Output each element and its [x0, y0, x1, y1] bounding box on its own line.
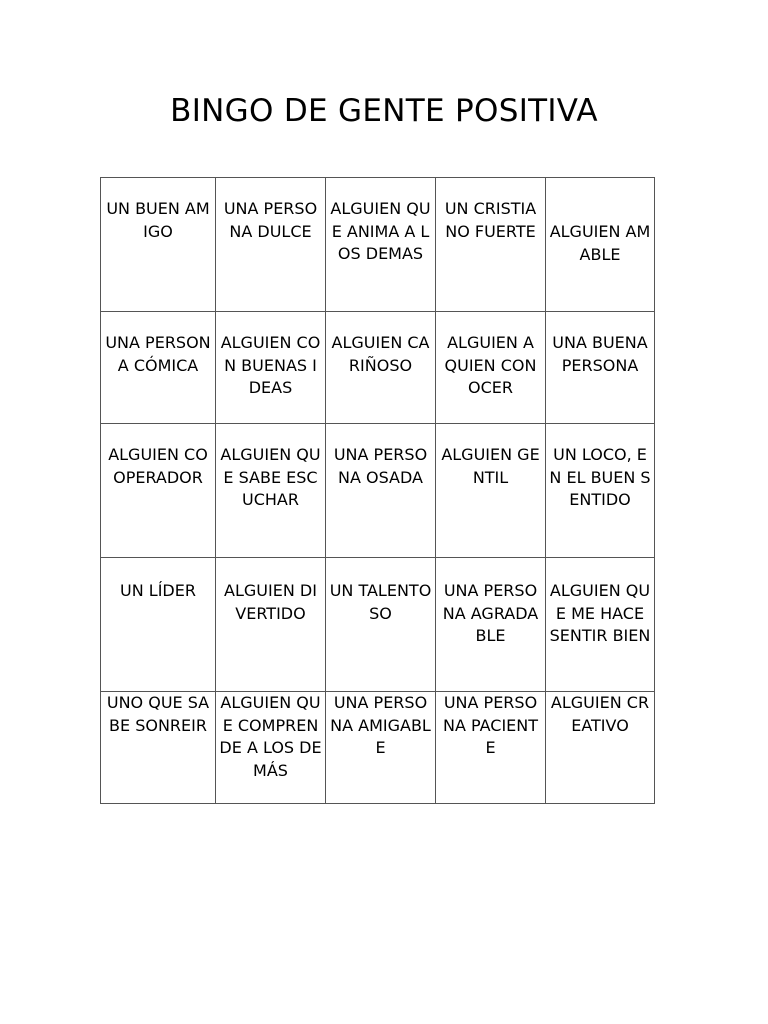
- bingo-cell[interactable]: UNA BUENA PERSONA: [546, 312, 655, 424]
- bingo-row-3: [101, 424, 655, 558]
- bingo-cell[interactable]: ALGUIEN DIVERTIDO: [216, 558, 326, 692]
- bingo-cell[interactable]: ALGUIEN QUE ANIMA A LOS DEMAS: [326, 178, 436, 312]
- bingo-cell[interactable]: UNO QUE SABE SONREIR: [101, 692, 216, 804]
- bingo-row-2: [101, 312, 655, 424]
- bingo-row-1: [101, 178, 655, 312]
- bingo-cell[interactable]: UNA PERSONA DULCE: [216, 178, 326, 312]
- bingo-cell[interactable]: ALGUIEN CREATIVO: [546, 692, 655, 804]
- bingo-card: [100, 177, 655, 804]
- bingo-cell[interactable]: ALGUIEN AMABLE: [546, 178, 655, 312]
- bingo-cell[interactable]: UNA PERSONA AGRADABLE: [436, 558, 546, 692]
- bingo-cell[interactable]: ALGUIEN QUE ME HACE SENTIR BIEN: [546, 558, 655, 692]
- page-title: BINGO DE GENTE POSITIVA: [170, 93, 598, 129]
- bingo-row-4: [101, 558, 655, 692]
- bingo-cell[interactable]: ALGUIEN A QUIEN CONOCER: [436, 312, 546, 424]
- bingo-row-5: [101, 692, 655, 804]
- bingo-cell[interactable]: ALGUIEN CON BUENAS IDEAS: [216, 312, 326, 424]
- bingo-cell[interactable]: ALGUIEN CARIÑOSO: [326, 312, 436, 424]
- bingo-cell[interactable]: ALGUIEN QUE COMPRENDE A LOS DEMÁS: [216, 692, 326, 804]
- bingo-cell[interactable]: UNA PERSONA OSADA: [326, 424, 436, 558]
- bingo-cell[interactable]: ALGUIEN GENTIL: [436, 424, 546, 558]
- bingo-cell[interactable]: ALGUIEN COOPERADOR: [101, 424, 216, 558]
- bingo-cell[interactable]: UN CRISTIANO FUERTE: [436, 178, 546, 312]
- bingo-cell[interactable]: UNA PERSONA CÓMICA: [101, 312, 216, 424]
- bingo-cell[interactable]: UNA PERSONA PACIENTE: [436, 692, 546, 804]
- bingo-cell[interactable]: UN LÍDER: [101, 558, 216, 692]
- bingo-cell[interactable]: UN TALENTOSO: [326, 558, 436, 692]
- bingo-cell[interactable]: UNA PERSONA AMIGABLE: [326, 692, 436, 804]
- bingo-cell[interactable]: UN LOCO, EN EL BUEN SENTIDO: [546, 424, 655, 558]
- bingo-cell[interactable]: ALGUIEN QUE SABE ESCUCHAR: [216, 424, 326, 558]
- bingo-cell[interactable]: UN BUEN AMIGO: [101, 178, 216, 312]
